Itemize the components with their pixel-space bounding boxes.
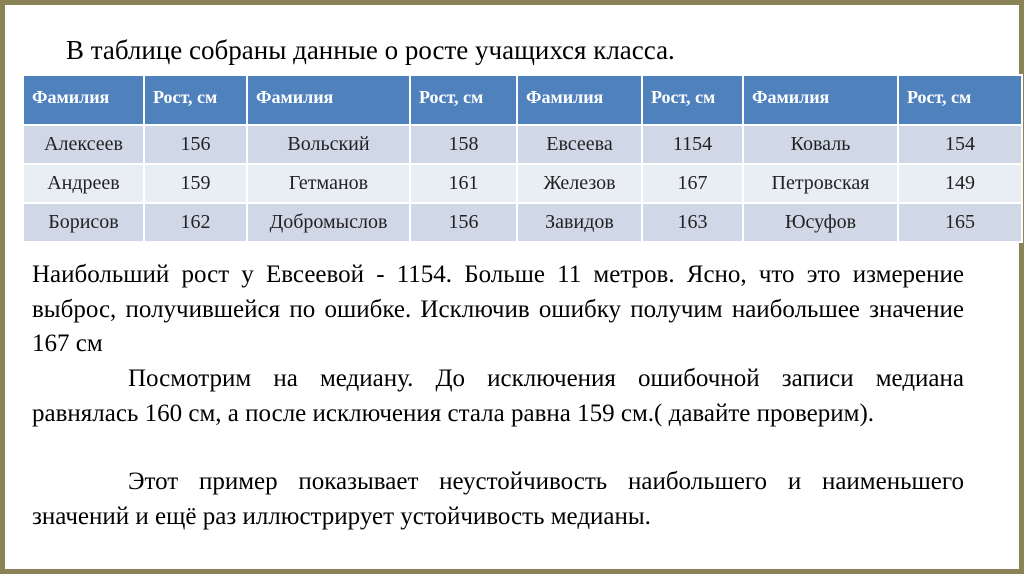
table-cell: 149 <box>898 164 1022 203</box>
table-cell: 165 <box>898 203 1022 242</box>
table-cell: 159 <box>144 164 247 203</box>
table-cell: 167 <box>642 164 743 203</box>
table-cell: Петровская <box>743 164 898 203</box>
header-surname: Фамилия <box>517 75 642 125</box>
table-cell: 156 <box>144 125 247 164</box>
table-header-row <box>23 75 1022 125</box>
header-height: Рост, см <box>898 75 1022 125</box>
table-cell: Алексеев <box>23 125 144 164</box>
slide-title: В таблице собраны данные о росте учащихся класса. <box>66 35 675 65</box>
table-cell: Коваль <box>743 125 898 164</box>
table-cell: Андреев <box>23 164 144 203</box>
paragraph-conclusion: Этот пример показывает неустойчивость наибольшего и наименьшего значений и ещё раз иллюстрирует устойчивость медианы. <box>32 468 964 530</box>
table-cell: 161 <box>410 164 517 203</box>
height-table <box>22 74 1023 243</box>
header-surname: Фамилия <box>23 75 144 125</box>
table-cell: Юсуфов <box>743 203 898 242</box>
table-cell: Добромыслов <box>247 203 410 242</box>
table-cell: Борисов <box>23 203 144 242</box>
table-cell: 1154 <box>642 125 743 164</box>
table-cell: Вольский <box>247 125 410 164</box>
table-cell: 154 <box>898 125 1022 164</box>
table-cell: Евсеева <box>517 125 642 164</box>
table-cell: 163 <box>642 203 743 242</box>
table-cell: Завидов <box>517 203 642 242</box>
header-height: Рост, см <box>144 75 247 125</box>
header-height: Рост, см <box>410 75 517 125</box>
header-surname: Фамилия <box>743 75 898 125</box>
paragraph-outlier: Наибольший рост у Евсеевой - 1154. Больше 11 метров. Ясно, что это измерение выброс, получившейся по ошибке. Исключив ошибку получим наибольшее значение 167 см <box>32 261 964 357</box>
header-surname: Фамилия <box>247 75 410 125</box>
table-cell: Гетманов <box>247 164 410 203</box>
table-row <box>23 125 1022 164</box>
table-row <box>23 164 1022 203</box>
header-height: Рост, см <box>642 75 743 125</box>
table-cell: Железов <box>517 164 642 203</box>
table-cell: 158 <box>410 125 517 164</box>
table-cell: 162 <box>144 203 247 242</box>
table-cell: 156 <box>410 203 517 242</box>
table-row <box>23 203 1022 242</box>
paragraph-median: Посмотрим на медиану. До исключения ошибочной записи медиана равнялась 160 см, а после исключения стала равна 159 см.( давайте проверим). <box>32 365 964 427</box>
